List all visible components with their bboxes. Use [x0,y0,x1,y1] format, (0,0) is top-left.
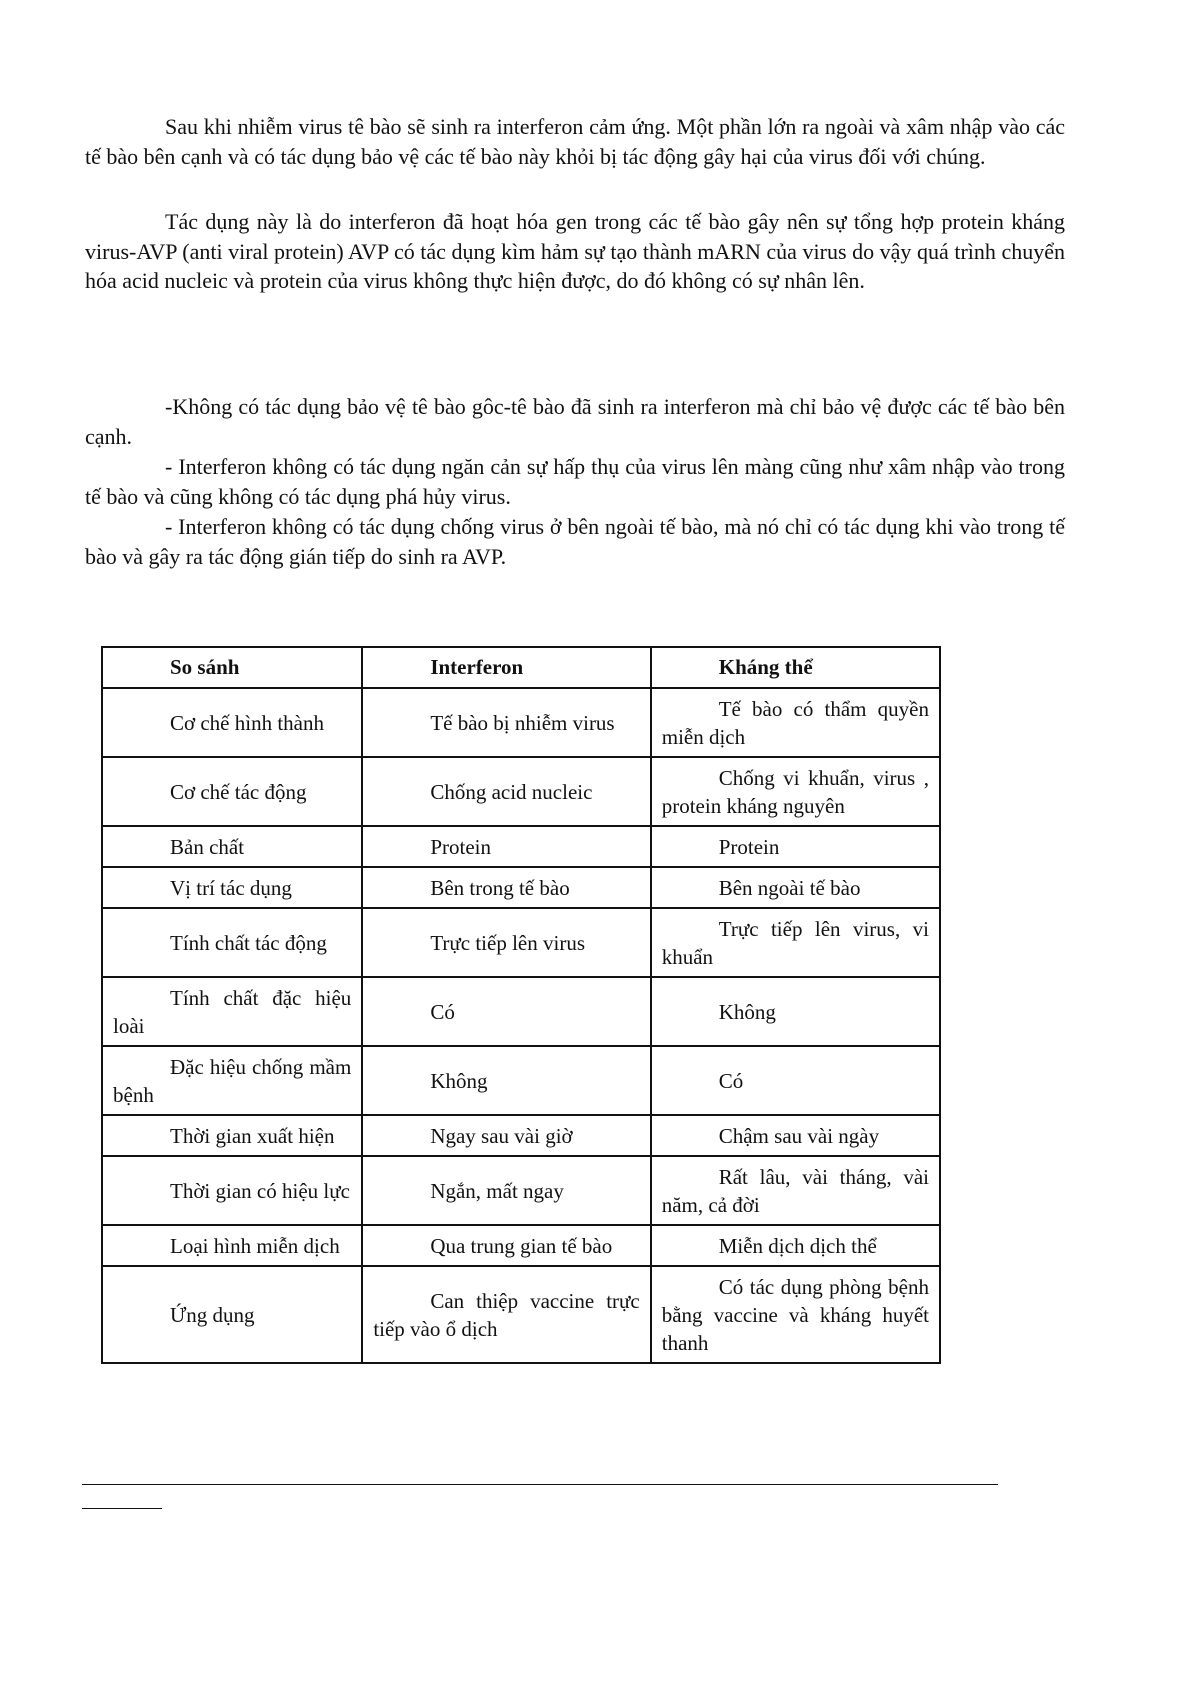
table-cell: Miễn dịch dịch thể [651,1225,940,1266]
table-cell: Trực tiếp lên virus [362,908,650,977]
paragraph-limitation-3: - Interferon không có tác dụng chống virus ở bên ngoài tế bào, mà nó chỉ có tác dụng khi vào trong tế bào và gây ra tác động gián tiếp do sinh ra AVP. [85,514,1065,569]
table-cell: Tính chất đặc hiệu loài [102,977,362,1046]
table-cell: Thời gian có hiệu lực [102,1156,362,1225]
table-cell: Qua trung gian tế bào [362,1225,650,1266]
table-cell: Bên ngoài tế bào [651,867,940,908]
comparison-table [101,646,941,1364]
paragraph-avp-mechanism: Tác dụng này là do interferon đã hoạt hóa gen trong các tế bào gây nên sự tổng hợp protein kháng virus-AVP (anti viral protein) AVP có tác dụng kìm hảm sự tạo thành mARN của virus do vậy quá trình chuyển hóa acid nucleic và protein của virus không thực hiện được, do đó không có sự nhân lên. [85,209,1065,293]
table-row [102,1046,940,1115]
table-cell: Có tác dụng phòng bệnh bằng vaccine và kháng huyết thanh [651,1266,940,1363]
footer-divider [82,1484,998,1485]
paragraph-interferon-induction: Sau khi nhiễm virus tê bào sẽ sinh ra interferon cảm ứng. Một phần lớn ra ngoài và xâm nhập vào các tế bào bên cạnh và có tác dụng bảo vệ các tế bào này khỏi bị tác động gây hại của virus đối với chúng. [85,114,1065,169]
table-cell: Không [651,977,940,1046]
table-cell: Đặc hiệu chống mầm bệnh [102,1046,362,1115]
header-cell: Interferon [362,647,650,688]
table-row [102,757,940,826]
table-cell: Ngắn, mất ngay [362,1156,650,1225]
table-cell: Tế bào bị nhiễm virus [362,688,650,757]
table-cell: Chống acid nucleic [362,757,650,826]
table-row [102,867,940,908]
table-cell: Bên trong tế bào [362,867,650,908]
table-cell: Tế bào có thẩm quyền miễn dịch [651,688,940,757]
table-cell: Vị trí tác dụng [102,867,362,908]
table-row [102,977,940,1046]
table-cell: Cơ chế tác động [102,757,362,826]
table-cell: Cơ chế hình thành [102,688,362,757]
table-cell: Rất lâu, vài tháng, vài năm, cả đời [651,1156,940,1225]
footnote-divider [82,1508,162,1509]
paragraph-limitation-2: - Interferon không có tác dụng ngăn cản sự hấp thụ của virus lên màng cũng như xâm nhập vào trong tế bào và cũng không có tác dụng phá hủy virus. [85,454,1065,509]
table-cell: Protein [651,826,940,867]
table-cell: Có [362,977,650,1046]
header-cell: Kháng thể [651,647,940,688]
header-cell: So sánh [102,647,362,688]
table-cell: Chống vi khuẩn, virus , protein kháng nguyên [651,757,940,826]
table-cell: Thời gian xuất hiện [102,1115,362,1156]
table-cell: Ngay sau vài giờ [362,1115,650,1156]
table-cell: Có [651,1046,940,1115]
table-cell: Chậm sau vài ngày [651,1115,940,1156]
table-cell: Loại hình miễn dịch [102,1225,362,1266]
table-row [102,1266,940,1363]
table-cell: Tính chất tác động [102,908,362,977]
table-cell: Protein [362,826,650,867]
table-cell: Trực tiếp lên virus, vi khuẩn [651,908,940,977]
table-cell: Ứng dụng [102,1266,362,1363]
table-cell: Can thiệp vaccine trực tiếp vào ổ dịch [362,1266,650,1363]
table-row [102,1156,940,1225]
table-row [102,908,940,977]
table-row [102,826,940,867]
table-row [102,688,940,757]
table-header-row [102,647,940,688]
table-cell: Bản chất [102,826,362,867]
table-row [102,1225,940,1266]
table-row [102,1115,940,1156]
paragraph-limitation-1: -Không có tác dụng bảo vệ tê bào gôc-tê bào đã sinh ra interferon mà chỉ bảo vệ được các tế bào bên cạnh. [85,394,1065,449]
table-cell: Không [362,1046,650,1115]
